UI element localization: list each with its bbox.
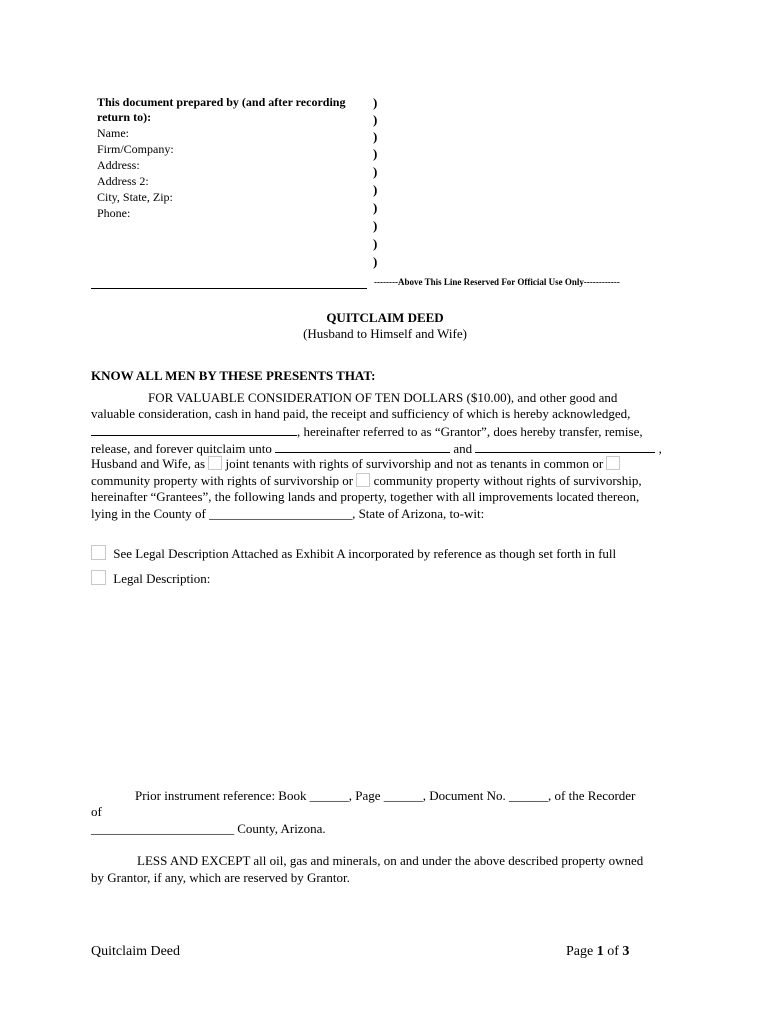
joint-tenants-checkbox[interactable]: [208, 456, 222, 470]
paren-8: ): [373, 218, 378, 233]
body-line-5-text-b: joint tenants with rights of survivorship and not as tenants in common or: [225, 456, 604, 471]
body-line-4-text-c: ,: [658, 441, 662, 456]
body-line-3-text: , hereinafter referred to as “Grantor”, does hereby transfer, remise,: [297, 424, 643, 439]
preparer-name-label: Name:: [97, 126, 129, 140]
paren-10: ): [373, 254, 378, 269]
grantee-2-blank[interactable]: [475, 440, 655, 453]
body-line-2: valuable consideration, cash in hand paid, the receipt and sufficiency of which is hereby acknowledged,: [91, 406, 631, 421]
grantee-1-blank[interactable]: [275, 440, 450, 453]
exhibit-a-checkbox[interactable]: [91, 545, 106, 560]
body-line-6-text-a: community property with rights of survivorship or: [91, 473, 354, 488]
reserved-line-notice: --------Above This Line Reserved For Official Use Only------------: [374, 277, 620, 287]
preparer-heading-line1: This document prepared by (and after recording: [97, 95, 346, 109]
preparer-phone-label: Phone:: [97, 206, 131, 220]
footer-of-label: of: [607, 944, 619, 959]
less-except-line-1: LESS AND EXCEPT all oil, gas and minerals, on and under the above described property owned: [137, 853, 644, 868]
footer-page-current: 1: [596, 944, 604, 959]
community-property-with-survivorship-checkbox[interactable]: [606, 456, 620, 470]
paren-7: ): [373, 200, 378, 215]
footer-document-name: Quitclaim Deed: [91, 944, 181, 959]
legal-description-option: [91, 570, 210, 588]
exhibit-option-label: See Legal Description Attached as Exhibit A incorporated by reference as though set forth in full: [113, 546, 617, 561]
body-line-7: hereinafter “Grantees”, the following lands and property, together with all improvements located thereon,: [91, 489, 640, 504]
body-line-6-text-b: community property without rights of survivorship,: [373, 473, 642, 488]
preparer-firm-label: Firm/Company:: [97, 142, 174, 156]
paren-1: ): [373, 95, 378, 110]
paren-5: ): [373, 164, 378, 179]
preparer-address-label: Address:: [97, 158, 140, 172]
preparer-city-state-zip-label: City, State, Zip:: [97, 190, 173, 204]
prior-instrument-line-2: of: [91, 804, 102, 819]
body-line-8: lying in the County of ______________________, State of Arizona, to-wit:: [91, 506, 485, 521]
less-except-line-2: by Grantor, if any, which are reserved by Grantor.: [91, 870, 350, 885]
know-all-heading: KNOW ALL MEN BY THESE PRESENTS THAT:: [91, 368, 376, 383]
body-line-3: [91, 423, 643, 441]
prior-instrument-line-3: ______________________ County, Arizona.: [91, 821, 326, 836]
preparer-address2-label: Address 2:: [97, 174, 149, 188]
footer-page-number: [566, 944, 629, 960]
page-title: QUITCLAIM DEED: [326, 310, 444, 325]
footer-page-total: 3: [622, 944, 630, 959]
grantor-name-blank[interactable]: [91, 423, 297, 436]
preparer-heading-line2: return to):: [97, 110, 152, 124]
paren-4: ): [373, 146, 378, 161]
page-subtitle: (Husband to Himself and Wife): [303, 326, 467, 341]
footer-page-label: Page: [566, 944, 594, 959]
paren-9: ): [373, 236, 378, 251]
prior-instrument-line-1: Prior instrument reference: Book ______, Page ______, Document No. ______, of the Recorder: [135, 788, 636, 803]
paren-3: ): [373, 129, 378, 144]
body-line-4-text-b: and: [453, 441, 473, 456]
body-line-5-text-a: Husband and Wife, as: [91, 456, 206, 471]
exhibit-option: [91, 545, 616, 563]
body-line-4-text-a: release, and forever quitclaim unto: [91, 441, 272, 456]
body-line-6: [91, 473, 642, 490]
community-property-without-survivorship-checkbox[interactable]: [356, 473, 370, 487]
paren-2: ): [373, 112, 378, 127]
legal-description-label: Legal Description:: [113, 571, 211, 586]
body-line-5: [91, 456, 620, 473]
body-line-4: [91, 440, 662, 458]
legal-description-checkbox[interactable]: [91, 570, 106, 585]
body-line-1: FOR VALUABLE CONSIDERATION OF TEN DOLLARS ($10.00), and other good and: [148, 390, 618, 405]
recording-rule: [91, 288, 367, 289]
paren-6: ): [373, 182, 378, 197]
